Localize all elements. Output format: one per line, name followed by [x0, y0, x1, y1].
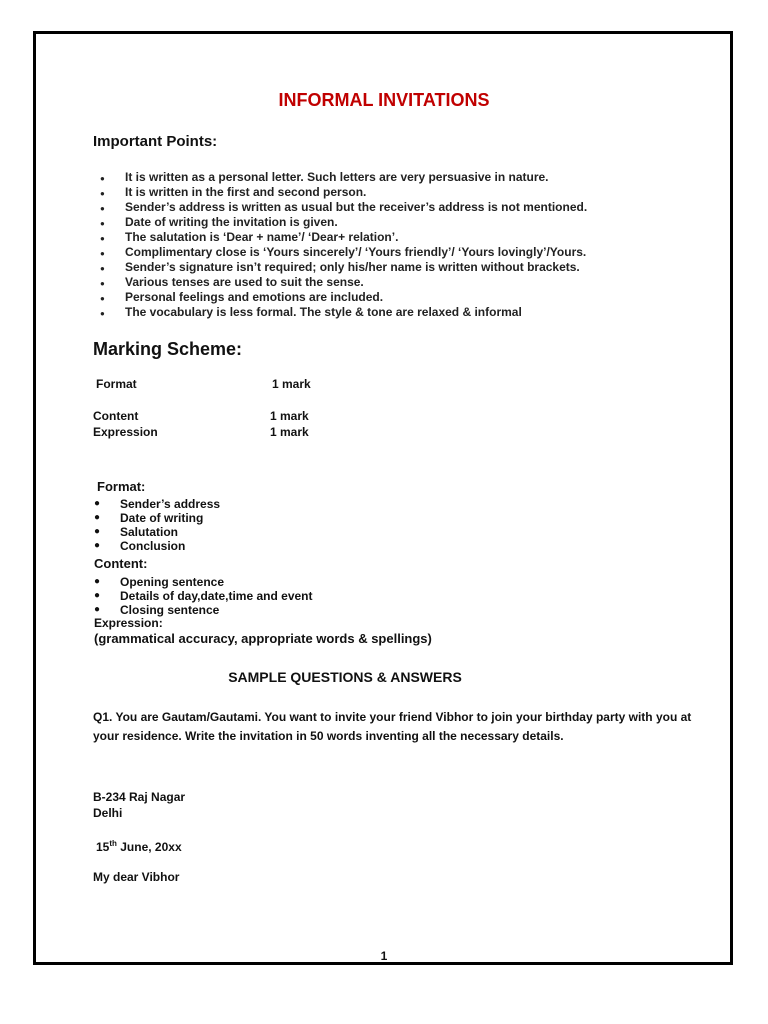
marking-content-label: Content	[93, 409, 139, 423]
list-item: ● Personal feelings and emotions are included.	[100, 290, 587, 305]
list-item: ● Sender’s address is written as usual but the receiver’s address is not mentioned.	[100, 200, 587, 215]
content-list	[94, 575, 313, 617]
list-item: ● It is written as a personal letter. Such letters are very persuasive in nature.	[100, 170, 587, 185]
format-list	[94, 497, 220, 553]
important-points-list	[100, 170, 587, 320]
list-item: ● Details of day,date,time and event	[94, 589, 313, 603]
list-item: ● Sender’s address	[94, 497, 220, 511]
address-line-2: Delhi	[93, 806, 123, 820]
list-item: ● Closing sentence	[94, 603, 313, 617]
page-title: INFORMAL INVITATIONS	[278, 90, 490, 110]
list-item: ● Conclusion	[94, 539, 220, 553]
list-item: ● Date of writing	[94, 511, 220, 525]
date-rest: June, 20xx	[116, 840, 182, 854]
list-item: ● The vocabulary is less formal. The style & tone are relaxed & informal	[100, 305, 587, 320]
marking-expression-value: 1 mark	[270, 425, 309, 439]
address-line-1: B-234 Raj Nagar	[93, 790, 186, 804]
list-item: ● Salutation	[94, 525, 220, 539]
list-item: ● It is written in the first and second person.	[100, 185, 587, 200]
marking-expression-label: Expression	[93, 425, 158, 439]
marking-format-label: Format	[96, 377, 137, 391]
date-suffix: th	[109, 839, 117, 848]
page-number: 1	[380, 949, 388, 963]
format-heading: Format:	[97, 479, 146, 494]
list-item: ● Complimentary close is ‘Yours sincerely’/ ‘Yours friendly’/ ‘Yours lovingly’/Yours.	[100, 245, 587, 260]
important-points-heading: Important Points:	[93, 133, 218, 150]
marking-scheme-heading: Marking Scheme:	[93, 339, 243, 359]
marking-format-value: 1 mark	[272, 377, 311, 391]
list-item: ● The salutation is ‘Dear + name’/ ‘Dear+ relation’.	[100, 230, 587, 245]
list-item: ● Date of writing the invitation is given.	[100, 215, 587, 230]
marking-content-value: 1 mark	[270, 409, 309, 423]
list-item: ● Opening sentence	[94, 575, 313, 589]
list-item: ● Various tenses are used to suit the sense.	[100, 275, 587, 290]
list-item: ● Sender’s signature isn’t required; only his/her name is written without brackets.	[100, 260, 587, 275]
letter-date	[96, 839, 182, 854]
expression-heading: Expression:	[94, 616, 163, 630]
date-day: 15	[96, 840, 110, 854]
sample-heading: SAMPLE QUESTIONS & ANSWERS	[228, 669, 462, 685]
expression-text: (grammatical accuracy, appropriate words & spellings)	[94, 631, 432, 646]
content-heading: Content:	[94, 556, 148, 571]
question-1: Q1. You are Gautam/Gautami. You want to invite your friend Vibhor to join your birthday party with you at your residence. Write the invitation in 50 words inventing all the necessary details.	[93, 710, 692, 743]
salutation: My dear Vibhor	[93, 870, 180, 884]
